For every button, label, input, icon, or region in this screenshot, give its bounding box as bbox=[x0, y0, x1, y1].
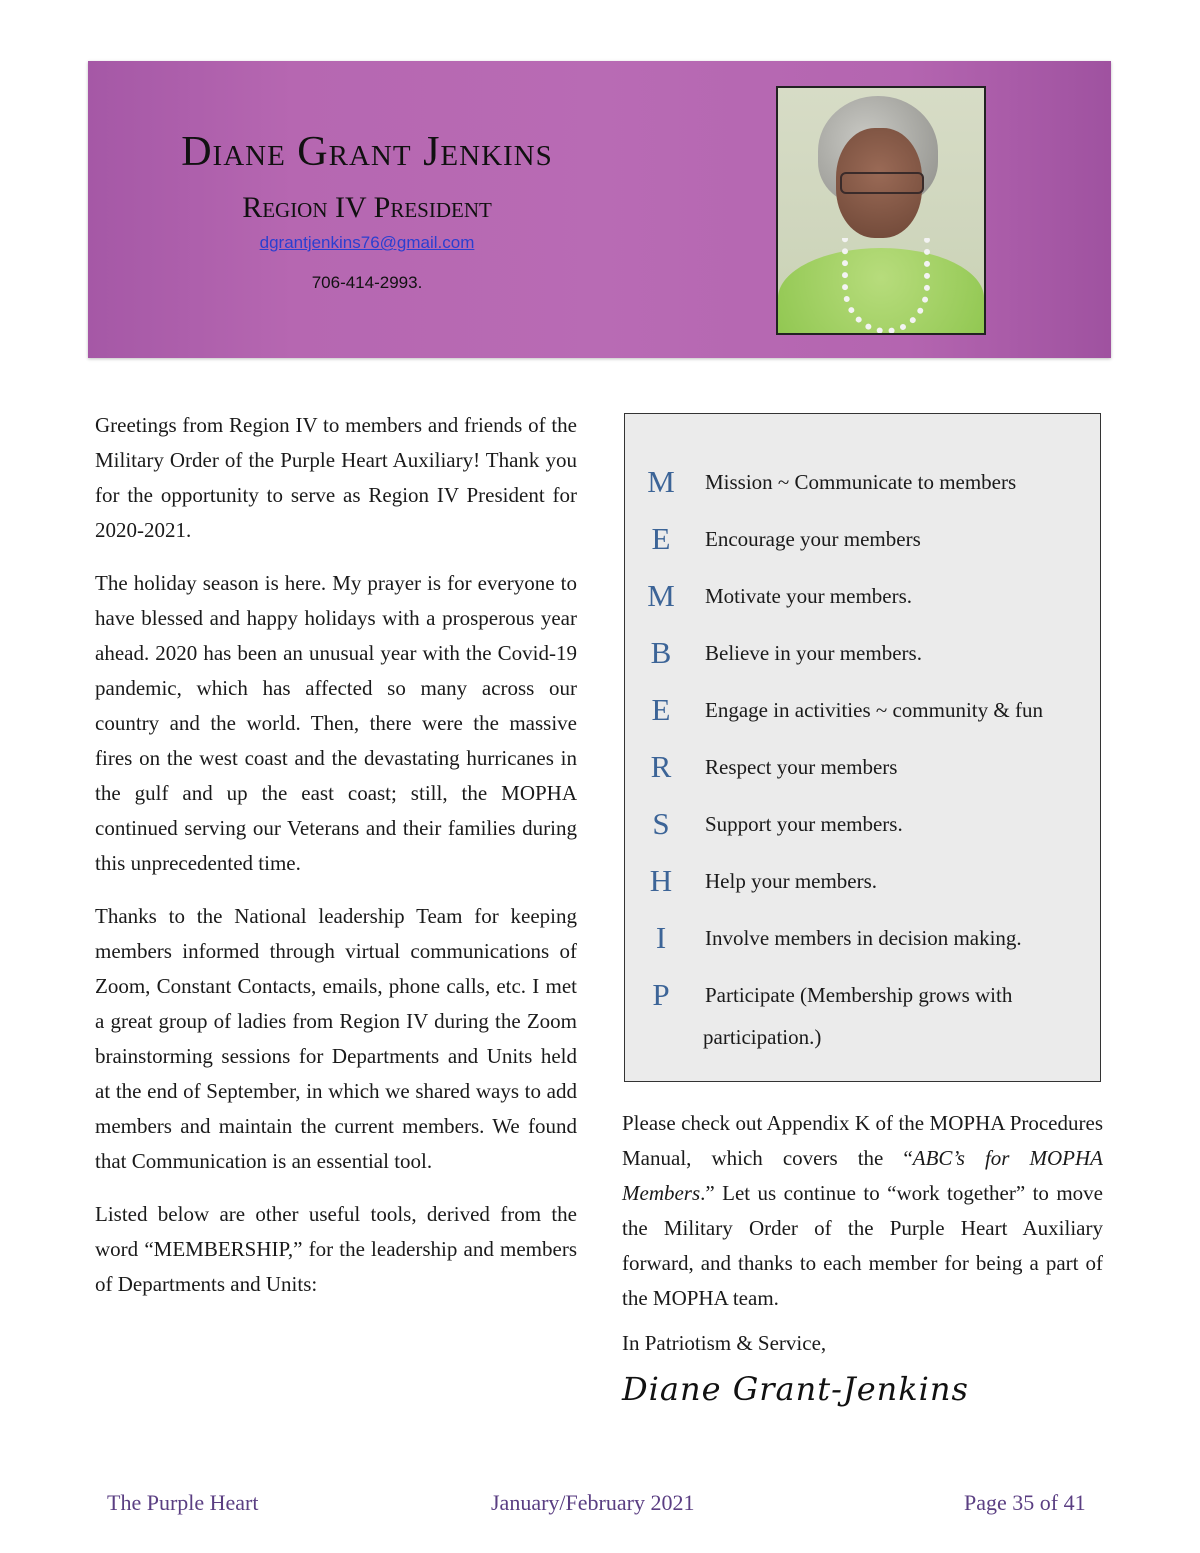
membership-letter: M bbox=[647, 464, 675, 499]
membership-box bbox=[624, 413, 1101, 1082]
membership-letter: I bbox=[655, 920, 667, 955]
membership-row bbox=[625, 576, 1100, 616]
paragraph-greeting: Greetings from Region IV to members and friends of the Military Order of the Purple Heart Auxiliary! Thank you for the opportunity to serve as Region IV President for 2020-2021. bbox=[95, 413, 577, 542]
phone-number: 706-414-2993. bbox=[311, 273, 423, 292]
membership-text: Encourage your members bbox=[705, 527, 921, 551]
portrait-photo bbox=[776, 86, 986, 335]
membership-letter: B bbox=[650, 635, 672, 670]
membership-row bbox=[625, 747, 1100, 787]
membership-row bbox=[625, 804, 1100, 844]
membership-row bbox=[625, 519, 1100, 559]
membership-text: Believe in your members. bbox=[705, 641, 922, 665]
appendix-title: ABC’s for MOPHA Members bbox=[622, 1146, 1103, 1205]
paragraph-appendix bbox=[622, 1106, 1103, 1316]
membership-text: Help your members. bbox=[705, 869, 878, 893]
membership-row bbox=[625, 918, 1100, 958]
email-link[interactable]: dgrantjenkins76@gmail.com bbox=[259, 233, 475, 252]
membership-row bbox=[625, 975, 1100, 1015]
membership-text: Participate (Membership grows with bbox=[705, 983, 1013, 1007]
membership-continuation: participation.) bbox=[703, 1025, 822, 1049]
footer-issue: January/February 2021 bbox=[491, 1490, 695, 1515]
author-role: Region IV President bbox=[242, 191, 492, 224]
footer-publication: The Purple Heart bbox=[107, 1490, 259, 1515]
left-column bbox=[95, 408, 577, 1320]
membership-letter: E bbox=[651, 521, 671, 556]
header-banner bbox=[88, 61, 1111, 358]
paragraph-tools: Listed below are other useful tools, derived from the word “MEMBERSHIP,” for the leadership and members of Departments and Units: bbox=[95, 1202, 577, 1296]
footer-page-number: Page 35 of 41 bbox=[964, 1490, 1086, 1515]
membership-text: Mission ~ Communicate to members bbox=[705, 470, 1017, 494]
membership-text: Motivate your members. bbox=[705, 584, 913, 608]
closing-line: In Patriotism & Service, bbox=[622, 1331, 827, 1355]
appendix-text-a: Please check out Appendix K of the MOPHA Procedures Manual, which covers the “ bbox=[622, 1111, 1103, 1170]
membership-row bbox=[625, 861, 1100, 901]
paragraph-holiday: The holiday season is here. My prayer is for everyone to have blessed and happy holidays with a prosperous year ahead. 2020 has been an unusual year with the Covid-19 pandemic, which has affected so many across our country and the world. Then, there were the massive fires on the west coast and the devastating hurricanes in the gulf and up the east coast; still, the MOPHA continued serving our Veterans and their families during this unprecedented time. bbox=[95, 571, 577, 875]
membership-letter: R bbox=[650, 749, 672, 784]
signature: Diane Grant-Jenkins bbox=[622, 1370, 969, 1408]
photo-glasses bbox=[840, 172, 924, 194]
membership-letter: P bbox=[652, 977, 670, 1012]
membership-letter: H bbox=[649, 863, 673, 898]
right-column bbox=[622, 1106, 1103, 1326]
membership-row bbox=[625, 462, 1100, 502]
membership-text: Engage in activities ~ community & fun bbox=[705, 698, 1043, 722]
membership-letter: S bbox=[652, 806, 670, 841]
membership-text: Support your members. bbox=[705, 812, 903, 836]
photo-pearls bbox=[842, 238, 930, 334]
membership-text: Respect your members bbox=[705, 755, 898, 779]
author-name: Diane Grant Jenkins bbox=[181, 129, 553, 175]
membership-row bbox=[625, 633, 1100, 673]
membership-letter: E bbox=[651, 692, 671, 727]
membership-text: Involve members in decision making. bbox=[705, 926, 1022, 950]
membership-letter: M bbox=[647, 578, 675, 613]
appendix-text-b: .” Let us continue to “work together” to move the Military Order of the Purple Heart Auxiliary forward, and thanks to each member for being a part of the MOPHA team. bbox=[622, 1181, 1103, 1310]
membership-row bbox=[625, 690, 1100, 730]
paragraph-thanks: Thanks to the National leadership Team for keeping members informed through virtual communications of Zoom, Constant Contacts, emails, phone calls, etc. I met a great group of ladies from Region IV during the Zoom brainstorming sessions for Departments and Units held at the end of September, in which we shared ways to add members and maintain the current members. We found that Communication is an essential tool. bbox=[95, 904, 577, 1173]
